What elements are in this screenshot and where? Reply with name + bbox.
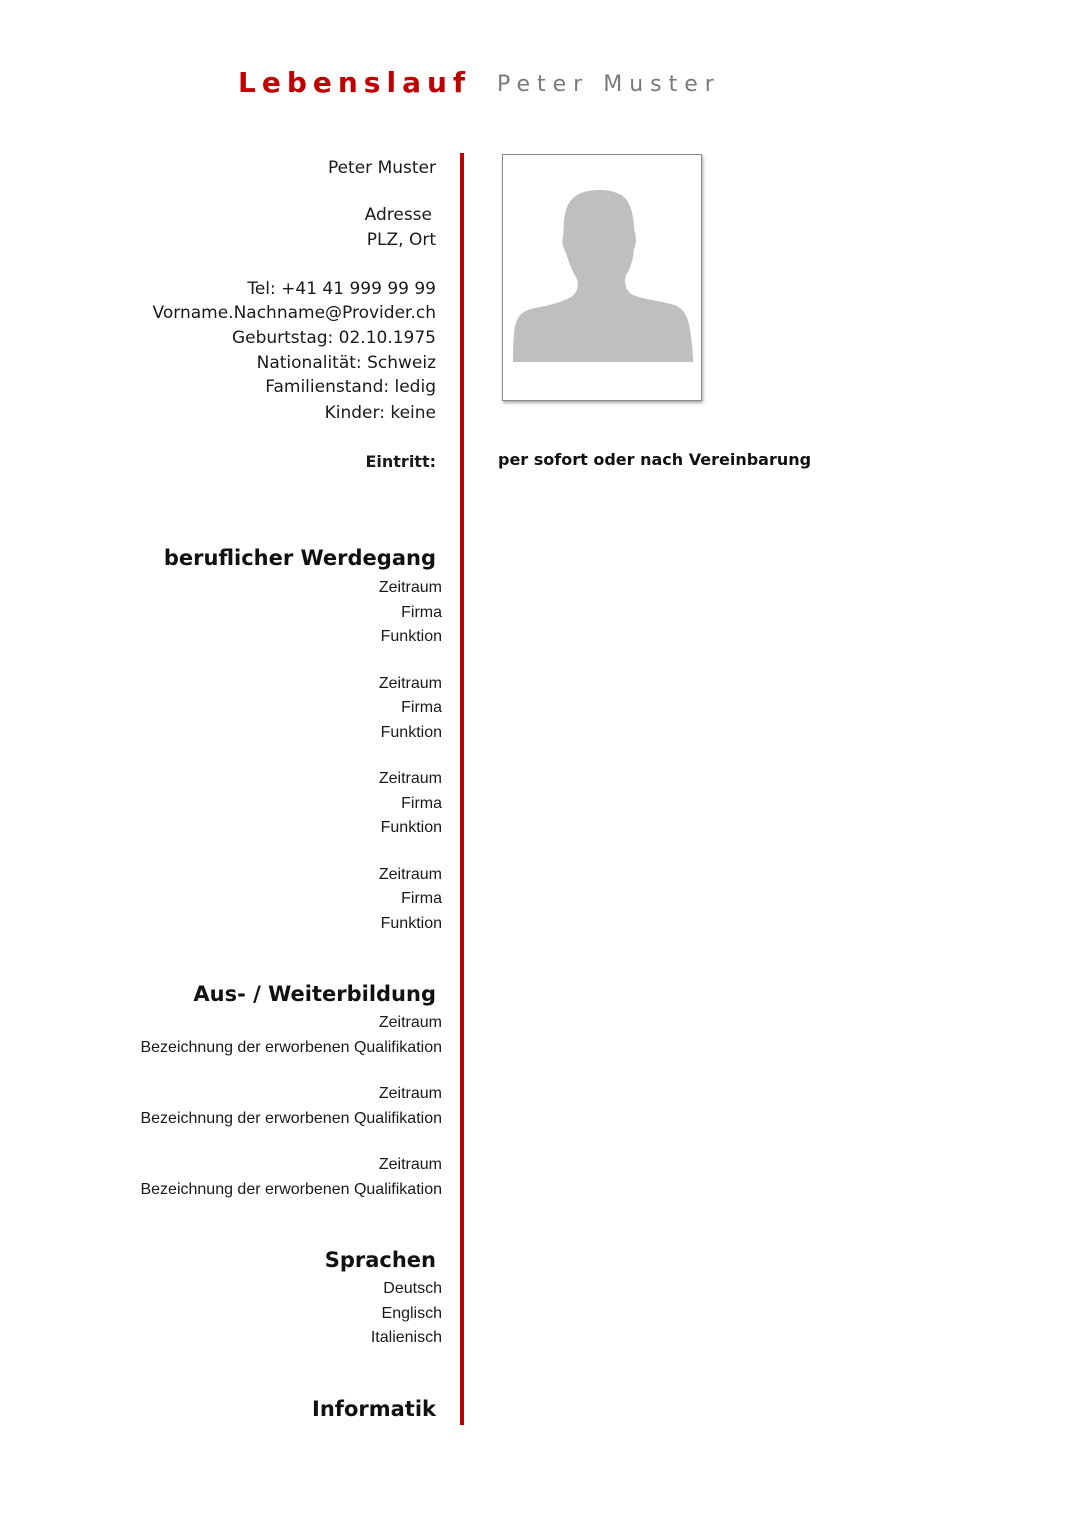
red-divider-line [460, 153, 464, 1425]
career-entry-company: Firma [401, 795, 442, 812]
contact-nationality: Nationalität: Schweiz [256, 353, 436, 373]
education-entry-qualification: Bezeichnung der erworbenen Qualifikation [140, 1181, 442, 1198]
header-name: Peter Muster [497, 72, 721, 97]
career-entry-company: Firma [401, 890, 442, 907]
education-entry-period: Zeitraum [378, 1014, 442, 1031]
career-entry-period: Zeitraum [378, 675, 442, 692]
education-entry-period: Zeitraum [378, 1085, 442, 1102]
career-entry-period: Zeitraum [378, 579, 442, 596]
career-entry-company: Firma [401, 699, 442, 716]
career-entry-role: Funktion [380, 915, 442, 932]
contact-phone: Tel: +41 41 999 99 99 [247, 279, 436, 299]
career-entry-role: Funktion [380, 724, 442, 741]
contact-birthday: Geburtstag: 02.10.1975 [231, 328, 436, 348]
contact-city: PLZ, Ort [366, 230, 436, 250]
contact-children: Kinder: keine [324, 403, 436, 423]
contact-address: Adresse [364, 205, 432, 225]
education-entry-qualification: Bezeichnung der erworbenen Qualifikation [140, 1110, 442, 1127]
contact-email: Vorname.Nachname@Provider.ch [152, 303, 436, 323]
contact-marital-status: Familienstand: ledig [265, 377, 436, 397]
language-item: Italienisch [370, 1329, 442, 1346]
start-value: per sofort oder nach Vereinbarung [498, 450, 812, 469]
person-silhouette-icon [503, 155, 701, 400]
education-entry-qualification: Bezeichnung der erworbenen Qualifikation [140, 1039, 442, 1056]
document-title: Lebenslauf [238, 66, 472, 99]
photo-placeholder [502, 154, 702, 401]
career-entry-period: Zeitraum [378, 866, 442, 883]
career-entry-role: Funktion [380, 628, 442, 645]
career-entry-period: Zeitraum [378, 770, 442, 787]
language-item: Englisch [381, 1305, 442, 1322]
start-label: Eintritt: [365, 452, 436, 471]
career-entry-role: Funktion [380, 819, 442, 836]
languages-heading: Sprachen [324, 1248, 436, 1272]
contact-name: Peter Muster [327, 158, 436, 178]
it-heading: Informatik [312, 1397, 436, 1421]
career-entry-company: Firma [401, 604, 442, 621]
education-heading: Aus- / Weiterbildung [193, 982, 436, 1006]
career-heading: beruflicher Werdegang [163, 546, 436, 570]
education-entry-period: Zeitraum [378, 1156, 442, 1173]
language-item: Deutsch [383, 1280, 442, 1297]
